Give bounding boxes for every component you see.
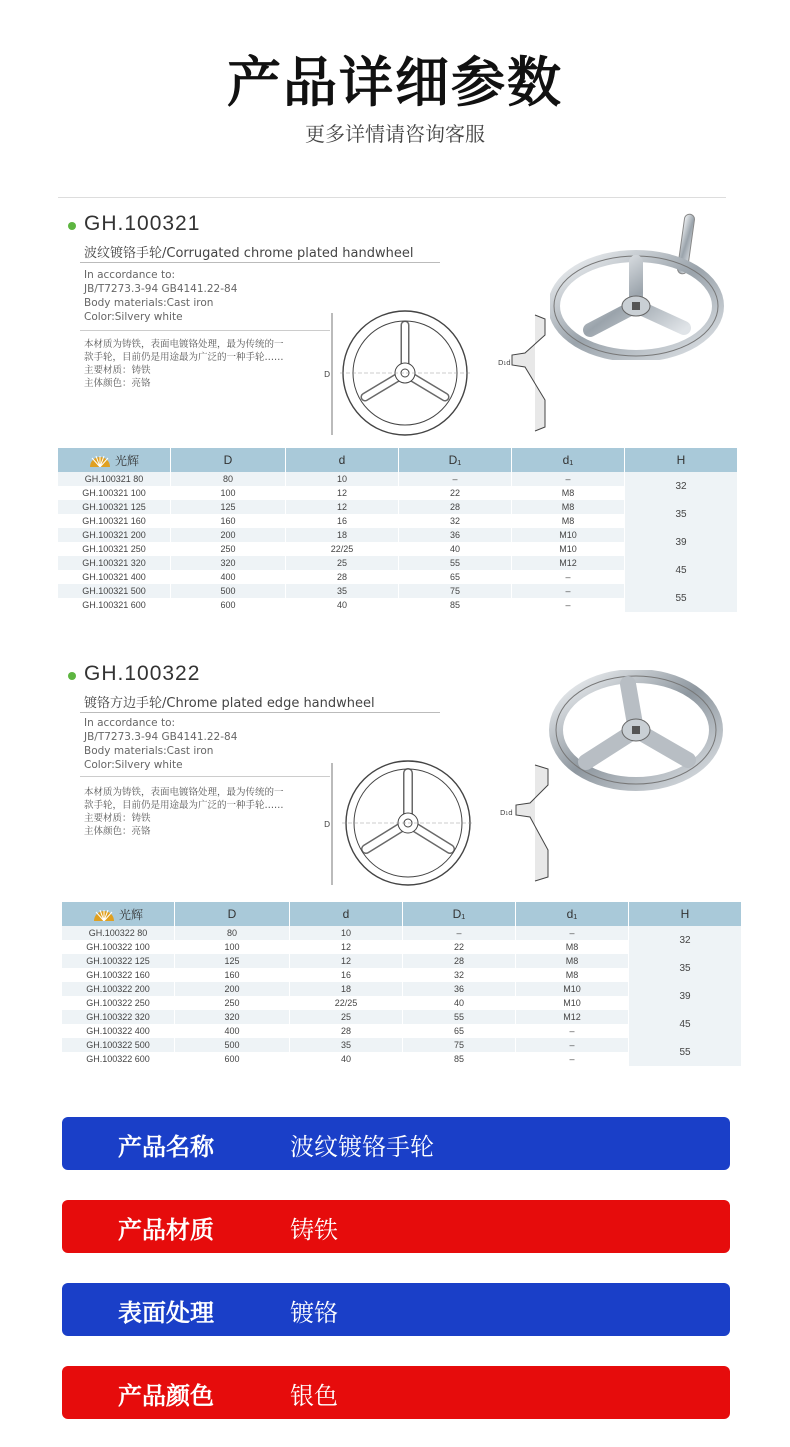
product-photo [548, 670, 724, 810]
cell: 100 [171, 486, 286, 500]
cell: 250 [175, 996, 290, 1010]
cell-h: 39 [625, 528, 738, 556]
column-header: D₁ [399, 448, 512, 472]
table-row [58, 584, 738, 598]
cell-h: 55 [625, 584, 738, 612]
spec-block [84, 268, 237, 324]
bullet-dot-icon [68, 672, 76, 680]
cell: 600 [175, 1052, 290, 1066]
cell: 22/25 [286, 542, 399, 556]
cell: 160 [175, 968, 290, 982]
spec-table-2 [62, 902, 742, 1066]
cell: 400 [175, 1024, 290, 1038]
cell: 25 [290, 1010, 403, 1024]
cell: 65 [399, 570, 512, 584]
page-subtitle: 更多详情请咨询客服 [305, 122, 485, 146]
cell: 35 [290, 1038, 403, 1052]
cell: M8 [516, 954, 629, 968]
cell: 32 [399, 514, 512, 528]
cell: GH.100322 250 [62, 996, 175, 1010]
cell: 75 [399, 584, 512, 598]
spec-line: Body materials:Cast iron [84, 297, 214, 309]
bullet-dot-icon [68, 222, 76, 230]
table-row [58, 500, 738, 514]
cell: 12 [290, 954, 403, 968]
cell: M10 [512, 542, 625, 556]
brand-name: 光辉 [114, 453, 139, 468]
table-row [62, 1038, 742, 1052]
cell: GH.100321 250 [58, 542, 171, 556]
cell: 22 [403, 940, 516, 954]
cell: – [399, 472, 512, 486]
cell: – [516, 926, 629, 940]
desc-line: 主体颜色：亮铬 [84, 826, 151, 837]
cell: M8 [516, 968, 629, 982]
cell: M10 [516, 982, 629, 996]
column-header: H [629, 902, 742, 926]
desc-line: 款手轮，目前仍是用途最为广泛的一种手轮…… [84, 800, 284, 811]
product-section-1 [58, 210, 726, 440]
brand-name: 光辉 [118, 907, 143, 922]
table-row [58, 556, 738, 570]
info-bar-material [62, 1200, 730, 1253]
cell: 65 [403, 1024, 516, 1038]
table-row [62, 1010, 742, 1024]
cell-h: 35 [625, 500, 738, 528]
cell: 12 [290, 940, 403, 954]
technical-drawing [320, 305, 560, 445]
table-row [58, 528, 738, 542]
table-row [62, 982, 742, 996]
column-header: d [286, 448, 399, 472]
cell: M8 [516, 940, 629, 954]
column-header: d₁ [516, 902, 629, 926]
cell: 85 [403, 1052, 516, 1066]
cell: GH.100322 320 [62, 1010, 175, 1024]
cell: GH.100322 200 [62, 982, 175, 996]
cell: M12 [516, 1010, 629, 1024]
spec-line: Color:Silvery white [84, 311, 183, 323]
cell: 80 [171, 472, 286, 486]
spec-line: In accordance to: [84, 717, 176, 729]
cell: 80 [175, 926, 290, 940]
spec-block [84, 716, 237, 772]
cell: GH.100321 125 [58, 500, 171, 514]
cell: 25 [286, 556, 399, 570]
cell-h: 39 [629, 982, 742, 1010]
cell: – [512, 584, 625, 598]
info-bar-product-name [62, 1117, 730, 1170]
cell: M8 [512, 514, 625, 528]
description-block [84, 338, 334, 390]
cell: 320 [175, 1010, 290, 1024]
cell: – [516, 1024, 629, 1038]
cell: 200 [171, 528, 286, 542]
cell: 16 [286, 514, 399, 528]
info-value: 波纹镀铬手轮 [290, 1133, 434, 1161]
cell: 22 [399, 486, 512, 500]
cell-h: 32 [625, 472, 738, 500]
product-code: GH.100322 [84, 662, 201, 685]
cell: 32 [403, 968, 516, 982]
column-header: D₁ [403, 902, 516, 926]
cell: 85 [399, 598, 512, 612]
cell: M10 [512, 528, 625, 542]
cell: 40 [290, 1052, 403, 1066]
dimension-label-d: D [324, 370, 331, 379]
cell: 55 [399, 556, 512, 570]
technical-drawing [320, 755, 560, 895]
cell: 320 [171, 556, 286, 570]
desc-line: 主要材质：铸铁 [84, 813, 151, 824]
info-value: 银色 [290, 1382, 338, 1410]
cell: GH.100322 160 [62, 968, 175, 982]
info-label: 产品材质 [118, 1216, 214, 1244]
cell: 55 [403, 1010, 516, 1024]
cell: 40 [403, 996, 516, 1010]
cell: GH.100321 500 [58, 584, 171, 598]
cell: M12 [512, 556, 625, 570]
cell: GH.100321 600 [58, 598, 171, 612]
cell: 250 [171, 542, 286, 556]
info-label: 产品名称 [118, 1133, 214, 1161]
cell: GH.100321 80 [58, 472, 171, 486]
spec-line: JB/T7273.3-94 GB4141.22-84 [84, 731, 238, 743]
spec-line: JB/T7273.3-94 GB4141.22-84 [84, 283, 238, 295]
info-label: 产品颜色 [118, 1382, 214, 1410]
cell: 500 [175, 1038, 290, 1052]
cell: 125 [171, 500, 286, 514]
cell-h: 45 [625, 556, 738, 584]
divider [80, 262, 440, 263]
column-header: H [625, 448, 738, 472]
cell: – [403, 926, 516, 940]
desc-line: 本材质为铸铁，表面电镀铬处理，最为传统的一 [84, 339, 284, 350]
divider [80, 776, 330, 777]
divider [80, 712, 440, 713]
cell: 28 [399, 500, 512, 514]
cell: 36 [399, 528, 512, 542]
dimension-label-d1: D₁d [500, 809, 513, 817]
cell-h: 32 [629, 926, 742, 954]
cell: 10 [290, 926, 403, 940]
info-bar-color [62, 1366, 730, 1419]
cell: 160 [171, 514, 286, 528]
cell: M8 [512, 486, 625, 500]
table-row [62, 954, 742, 968]
spec-line: Body materials:Cast iron [84, 745, 214, 757]
column-header: D [171, 448, 286, 472]
cell: 100 [175, 940, 290, 954]
cell: 16 [290, 968, 403, 982]
spec-table-1 [58, 448, 738, 612]
cell: 28 [286, 570, 399, 584]
info-value: 铸铁 [290, 1216, 338, 1244]
cell-h: 35 [629, 954, 742, 982]
cell: 36 [403, 982, 516, 996]
column-header: D [175, 902, 290, 926]
cell: 18 [290, 982, 403, 996]
cell: 35 [286, 584, 399, 598]
cell: – [512, 598, 625, 612]
cell: – [512, 570, 625, 584]
cell: GH.100322 100 [62, 940, 175, 954]
cell: – [516, 1038, 629, 1052]
description-block [84, 786, 334, 838]
desc-line: 款手轮，目前仍是用途最为广泛的一种手轮…… [84, 352, 284, 363]
cell: 28 [403, 954, 516, 968]
dimension-label-d: D [324, 820, 331, 829]
product-photo [550, 210, 726, 360]
cell: GH.100322 125 [62, 954, 175, 968]
cell: 28 [290, 1024, 403, 1038]
divider [80, 330, 330, 331]
desc-line: 主要材质：铸铁 [84, 365, 151, 376]
cell: GH.100322 80 [62, 926, 175, 940]
info-value: 镀铬 [290, 1299, 338, 1327]
column-header: d [290, 902, 403, 926]
info-bar-surface-treatment [62, 1283, 730, 1336]
cell-h: 55 [629, 1038, 742, 1066]
brand-header [58, 448, 171, 472]
cell: GH.100321 160 [58, 514, 171, 528]
desc-line: 本材质为铸铁，表面电镀铬处理，最为传统的一 [84, 787, 284, 798]
cell: GH.100321 400 [58, 570, 171, 584]
dimension-label-d1: D₁d [498, 359, 511, 367]
product-name: 波纹镀铬手轮/Corrugated chrome plated handwheel [84, 246, 414, 261]
desc-line: 主体颜色：亮铬 [84, 378, 151, 389]
cell: 200 [175, 982, 290, 996]
cell: 12 [286, 486, 399, 500]
cell: GH.100322 600 [62, 1052, 175, 1066]
cell: GH.100321 200 [58, 528, 171, 542]
cell: 18 [286, 528, 399, 542]
cell: 10 [286, 472, 399, 486]
product-code: GH.100321 [84, 212, 201, 235]
cell-h: 45 [629, 1010, 742, 1038]
cell: M8 [512, 500, 625, 514]
product-name: 镀铬方边手轮/Chrome plated edge handwheel [84, 696, 375, 711]
sun-logo-icon [93, 910, 115, 921]
product-section-2 [58, 660, 726, 890]
info-label: 表面处理 [118, 1299, 214, 1327]
cell: GH.100321 320 [58, 556, 171, 570]
cell: GH.100321 100 [58, 486, 171, 500]
sun-logo-icon [89, 456, 111, 467]
cell: 12 [286, 500, 399, 514]
page-title: 产品详细参数 [227, 51, 563, 114]
brand-header [62, 902, 175, 926]
cell: 22/25 [290, 996, 403, 1010]
cell: 500 [171, 584, 286, 598]
cell: GH.100322 500 [62, 1038, 175, 1052]
cell: 75 [403, 1038, 516, 1052]
cell: – [512, 472, 625, 486]
cell: 125 [175, 954, 290, 968]
cell: GH.100322 400 [62, 1024, 175, 1038]
table-row [62, 926, 742, 940]
cell: 40 [399, 542, 512, 556]
cell: – [516, 1052, 629, 1066]
cell: 400 [171, 570, 286, 584]
spec-line: Color:Silvery white [84, 759, 183, 771]
cell: M10 [516, 996, 629, 1010]
divider [58, 197, 726, 198]
cell: 40 [286, 598, 399, 612]
spec-line: In accordance to: [84, 269, 176, 281]
table-row [58, 472, 738, 486]
column-header: d₁ [512, 448, 625, 472]
cell: 600 [171, 598, 286, 612]
